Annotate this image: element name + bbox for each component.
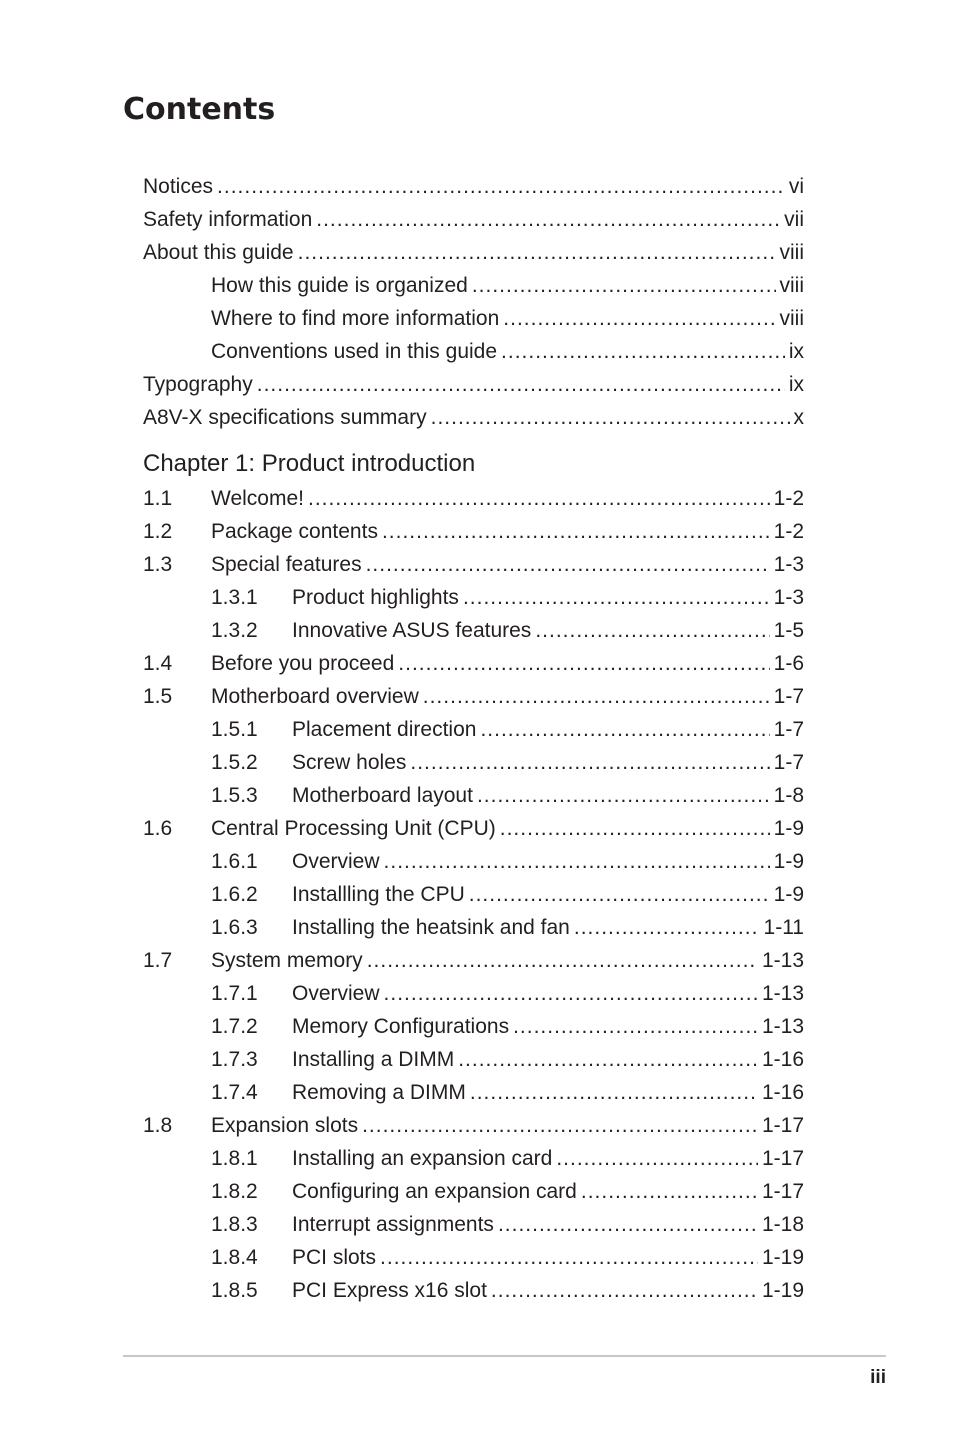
section-page: 1-18 (761, 1213, 804, 1236)
section-number: 1.1 (143, 487, 173, 510)
toc-section-entry[interactable] (143, 680, 804, 713)
toc-section-entry[interactable] (143, 1142, 804, 1175)
dot-leader (410, 746, 769, 779)
section-title: Screw holes (292, 751, 407, 774)
dot-leader (308, 482, 770, 515)
section-title: Installing a DIMM (292, 1048, 455, 1071)
toc-section-entry[interactable] (143, 1274, 804, 1307)
section-title: Installing an expansion card (292, 1147, 553, 1170)
section-title: Motherboard layout (292, 784, 473, 807)
dot-leader (362, 1109, 758, 1142)
toc-section-entry[interactable] (143, 746, 804, 779)
section-number: 1.4 (143, 652, 173, 675)
section-number: 1.6 (143, 817, 173, 840)
section-title: Installing the heatsink and fan (292, 916, 570, 939)
toc-entry-page: vii (784, 208, 804, 231)
section-page: 1-11 (763, 916, 804, 939)
section-number: 1.8 (143, 1114, 173, 1137)
toc-entry-label: A8V-X specifications summary (143, 406, 427, 429)
footer-divider (123, 1355, 886, 1357)
toc-entry-page: viii (779, 241, 804, 264)
toc-section-entry[interactable] (143, 812, 804, 845)
toc-section-entry[interactable] (143, 1175, 804, 1208)
toc-section-entry[interactable] (143, 1043, 804, 1076)
toc-section-entry[interactable] (143, 977, 804, 1010)
toc-entry[interactable] (143, 368, 804, 401)
section-title: Innovative ASUS features (292, 619, 532, 642)
section-title: Package contents (211, 520, 378, 543)
section-page: 1-13 (761, 1015, 804, 1038)
dot-leader (574, 911, 760, 944)
section-page: 1-16 (761, 1081, 804, 1104)
toc-entry-page: viii (779, 307, 804, 330)
toc-section-entry[interactable] (143, 911, 804, 944)
dot-leader (366, 548, 770, 581)
dot-leader (384, 977, 758, 1010)
section-number: 1.8.5 (211, 1279, 258, 1302)
toc-entry-page: viii (779, 274, 804, 297)
dot-leader (316, 203, 780, 236)
section-page: 1-7 (773, 718, 804, 741)
dot-leader (367, 944, 758, 977)
section-title: Interrupt assignments (292, 1213, 494, 1236)
section-title: Installling the CPU (292, 883, 465, 906)
section-number: 1.5.2 (211, 751, 258, 774)
section-title: Configuring an expansion card (292, 1180, 577, 1203)
section-page: 1-13 (761, 949, 804, 972)
section-title: Product highlights (292, 586, 459, 609)
dot-leader (556, 1142, 758, 1175)
section-page: 1-19 (761, 1279, 804, 1302)
dot-leader (458, 1043, 758, 1076)
dot-leader (503, 302, 775, 335)
dot-leader (472, 269, 776, 302)
dot-leader (382, 515, 770, 548)
section-number: 1.6.1 (211, 850, 258, 873)
dot-leader (298, 236, 776, 269)
dot-leader (535, 614, 769, 647)
toc-section-entry[interactable] (143, 647, 804, 680)
section-number: 1.3.2 (211, 619, 258, 642)
section-page: 1-16 (761, 1048, 804, 1071)
section-number: 1.8.2 (211, 1180, 258, 1203)
section-title: Placement direction (292, 718, 477, 741)
section-number: 1.8.4 (211, 1246, 258, 1269)
section-title: Motherboard overview (211, 685, 419, 708)
section-number: 1.8.3 (211, 1213, 258, 1236)
toc-section-entry[interactable] (143, 581, 804, 614)
section-number: 1.6.3 (211, 916, 258, 939)
toc-entry[interactable] (143, 335, 804, 368)
section-number: 1.5.3 (211, 784, 258, 807)
toc-section-entry[interactable] (143, 1241, 804, 1274)
section-number: 1.7.3 (211, 1048, 258, 1071)
toc-section-entry[interactable] (143, 779, 804, 812)
toc-entry-label: Where to find more information (211, 307, 500, 330)
toc-entry-page: ix (788, 373, 804, 396)
section-page: 1-8 (773, 784, 804, 807)
toc-entry[interactable] (143, 269, 804, 302)
section-page: 1-9 (773, 883, 804, 906)
toc-section-entry[interactable] (143, 482, 804, 515)
section-page: 1-3 (773, 586, 804, 609)
toc-entry-label: Conventions used in this guide (211, 340, 498, 363)
dot-leader (501, 335, 785, 368)
toc-entry-label: Safety information (143, 208, 313, 231)
section-number: 1.7.2 (211, 1015, 258, 1038)
section-page: 1-2 (773, 487, 804, 510)
section-number: 1.6.2 (211, 883, 258, 906)
section-page: 1-13 (761, 982, 804, 1005)
page-number: iii (870, 1367, 886, 1388)
dot-leader (398, 647, 769, 680)
toc-section-entry[interactable] (143, 548, 804, 581)
toc-section-entry[interactable] (143, 1109, 804, 1142)
section-title: Before you proceed (211, 652, 395, 675)
section-title: Expansion slots (211, 1114, 359, 1137)
toc-entry[interactable] (143, 236, 804, 269)
page-title: Contents (123, 92, 276, 127)
toc-entry-label: About this guide (143, 241, 294, 264)
dot-leader (217, 170, 785, 203)
section-title: Removing a DIMM (292, 1081, 466, 1104)
section-page: 1-5 (773, 619, 804, 642)
toc-section-entry[interactable] (143, 1208, 804, 1241)
dot-leader (491, 1274, 758, 1307)
toc-entry[interactable] (143, 401, 804, 434)
section-title: Overview (292, 850, 380, 873)
section-page: 1-9 (773, 850, 804, 873)
dot-leader (463, 581, 770, 614)
toc-section-entry[interactable] (143, 614, 804, 647)
section-page: 1-7 (773, 685, 804, 708)
section-number: 1.5 (143, 685, 173, 708)
toc-section-entry[interactable] (143, 713, 804, 746)
toc-section-entry[interactable] (143, 878, 804, 911)
section-number: 1.3 (143, 553, 173, 576)
dot-leader (257, 368, 785, 401)
dot-leader (380, 1241, 758, 1274)
toc-entry-page: x (793, 406, 804, 429)
dot-leader (581, 1175, 758, 1208)
dot-leader (470, 1076, 758, 1109)
dot-leader (480, 713, 769, 746)
section-number: 1.7 (143, 949, 173, 972)
section-number: 1.7.4 (211, 1081, 258, 1104)
section-title: PCI Express x16 slot (292, 1279, 487, 1302)
toc-entry-label: Notices (143, 175, 214, 198)
section-page: 1-2 (773, 520, 804, 543)
section-title: Welcome! (211, 487, 304, 510)
toc-section-entry[interactable] (143, 1076, 804, 1109)
toc-section-entry[interactable] (143, 944, 804, 977)
section-number: 1.7.1 (211, 982, 258, 1005)
dot-leader (498, 1208, 758, 1241)
section-title: Special features (211, 553, 362, 576)
section-page: 1-17 (761, 1114, 804, 1137)
toc-entry[interactable] (143, 170, 804, 203)
toc-entry-page: ix (788, 340, 804, 363)
section-number: 1.8.1 (211, 1147, 258, 1170)
toc-entry-page: vi (788, 175, 804, 198)
section-title: PCI slots (292, 1246, 377, 1269)
section-number: 1.3.1 (211, 586, 258, 609)
section-number: 1.5.1 (211, 718, 258, 741)
section-page: 1-9 (773, 817, 804, 840)
dot-leader (384, 845, 770, 878)
toc-entry-label: How this guide is organized (211, 274, 468, 297)
dot-leader (477, 779, 770, 812)
dot-leader (431, 401, 790, 434)
section-page: 1-6 (773, 652, 804, 675)
section-page: 1-19 (761, 1246, 804, 1269)
section-title: Memory Configurations (292, 1015, 510, 1038)
section-number: 1.2 (143, 520, 173, 543)
section-title: System memory (211, 949, 363, 972)
section-page: 1-17 (761, 1180, 804, 1203)
dot-leader (500, 812, 770, 845)
section-page: 1-17 (761, 1147, 804, 1170)
section-page: 1-3 (773, 553, 804, 576)
toc-entry-label: Typography (143, 373, 253, 396)
section-page: 1-7 (773, 751, 804, 774)
section-title: Overview (292, 982, 380, 1005)
section-title: Central Processing Unit (CPU) (211, 817, 496, 840)
toc-section-entry[interactable] (143, 1010, 804, 1043)
dot-leader (469, 878, 770, 911)
dot-leader (513, 1010, 758, 1043)
chapter-heading[interactable]: Chapter 1: Product introduction (143, 450, 476, 477)
toc-entry[interactable] (143, 203, 804, 236)
toc-section-entry[interactable] (143, 845, 804, 878)
toc-entry[interactable] (143, 302, 804, 335)
dot-leader (423, 680, 770, 713)
toc-section-entry[interactable] (143, 515, 804, 548)
